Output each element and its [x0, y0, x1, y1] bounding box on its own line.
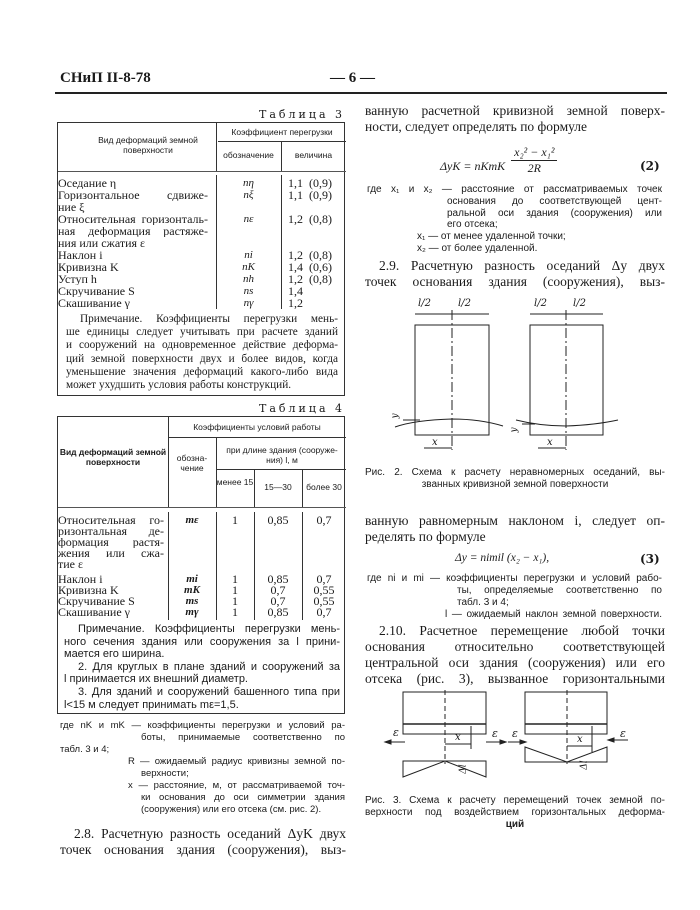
fig3-eps-label-3: ε	[512, 727, 518, 740]
table3-col-symbol: обозначение	[223, 150, 274, 160]
table4-row-value-15-30: 0,85	[267, 513, 289, 527]
table4-label: Таблица 4	[259, 402, 345, 415]
table3-row-name: ние ξ	[58, 201, 85, 213]
fig2-x-label-1: x	[432, 437, 438, 448]
fig3-eps-label-2: ε	[492, 727, 498, 740]
figure-3-caption: Рис. 3. Схема к расчету перемещений точек земной по- верхности под воздействием горизонтальных деформа- ций	[365, 795, 665, 830]
fig2-y-label-2: y	[509, 427, 520, 433]
table4-row-value-gt30: 0,55	[313, 594, 335, 608]
formula-3-number: (3)	[640, 552, 660, 566]
document-code: СНиП II-8-78	[60, 70, 151, 86]
table4-col-lt15: менее 15	[216, 477, 254, 487]
fig2-half-label-2: l/2	[458, 298, 471, 309]
table4-col-symbol: обозна- чение	[176, 453, 208, 473]
table4-row-value-lt15: 1	[232, 605, 238, 619]
formula-3: Δy = nimil (x₂ − x₁),	[455, 552, 550, 564]
fig3-x-label-2: x	[577, 734, 583, 745]
table4-row-symbol: mi	[186, 573, 198, 585]
left-where-block: где nK и mK — коэффициенты перегрузки и условий ра- боты, принимаемые соответственно по табл. 3 и 4; R — ожидаемый радиус кривизны земной по- верхности; x — расстояние, м, от рассматриваемой точ- ки основания до оси симметрии здания (сооружения) или его отсека (см. рис. 2).	[60, 720, 345, 815]
table3-row-value: 1,2 (0,8)	[288, 212, 332, 226]
table4-row-value-lt15: 1	[232, 513, 238, 527]
table3-row-value: 1,2 (0,8)	[288, 248, 332, 262]
fig2-half-label-1: l/2	[418, 298, 431, 309]
table3-row-value: 1,1 (0,9)	[288, 176, 332, 190]
table3-row-name: Скашивание γ	[58, 297, 130, 309]
table4-row-symbol: mγ	[185, 606, 199, 618]
table4	[57, 416, 345, 714]
table3-row-symbol: nγ	[243, 297, 254, 309]
table4-row-name: Скашивание γ	[58, 607, 130, 618]
paragraph-2-9: 2.9. Расчетную разность оседаний Δy двух точек основания здания (сооружения), выз-	[365, 258, 665, 289]
fig3-dl-label-2: Δl	[579, 760, 590, 770]
table3-col-type: Вид деформаций земной поверхности	[98, 135, 198, 155]
table4-row-symbol: ms	[185, 595, 199, 607]
figure-2-caption: Рис. 2. Схема к расчету неравномерных оседаний, вы- званных кривизной земной поверхности	[365, 467, 665, 490]
formula-2-number: (2)	[640, 159, 660, 173]
table4-row-value-gt30: 0,7	[316, 572, 332, 586]
table3	[57, 122, 345, 396]
fig2-half-label-4: l/2	[573, 298, 586, 309]
fig3-eps-label-4: ε	[620, 727, 626, 740]
table4-row-value-15-30: 0,7	[270, 583, 286, 597]
table3-row-value: 1,2	[288, 296, 303, 310]
table4-row-name: ризонтальная де-	[58, 526, 164, 537]
table4-row-value-gt30: 0,7	[316, 513, 332, 527]
table3-row-value: 1,4	[288, 284, 303, 298]
table3-row-value: 1,1 (0,9)	[288, 188, 332, 202]
table4-row-name: жения или сжа-	[58, 548, 164, 559]
fig3-dl-label-1: Δl	[458, 764, 469, 774]
table4-row-value-15-30: 0,7	[270, 594, 286, 608]
fig3-eps-label-1: ε	[393, 726, 399, 739]
table3-row-name: Скручивание S	[58, 285, 135, 297]
paragraph-2-10: 2.10. Расчетное перемещение любой точки основания относительно соответствующей центральной оси здания (сооружения) или его отсека (рис. 3), вызванное горизонтальными	[365, 623, 665, 686]
where-3-block: где ni и mi — коэффициенты перегрузки и условий рабо- ты, определяемые соответственно по табл. 3 и 4; l — ожидаемый наклон земной поверхности.	[367, 573, 662, 620]
table4-col-coef: Коэффициенты условий работы	[193, 422, 321, 432]
table3-row-symbol: nε	[243, 213, 254, 225]
table3-row-value: 1,2 (0,8)	[288, 272, 332, 286]
paragraph-2-8: 2.8. Расчетную разность оседаний ΔyK двух точек основания здания (сооружения), выз-	[60, 826, 346, 857]
table3-col-value: величина	[294, 150, 333, 160]
table3-row-name: Относительная горизонталь-	[58, 213, 208, 225]
table4-col-type: Вид деформаций земной поверхности	[59, 447, 167, 467]
table3-row-name: Оседание η	[58, 177, 117, 189]
table4-row-value-lt15: 1	[232, 583, 238, 597]
table3-label: Таблица 3	[259, 108, 345, 121]
figure-2-diagram	[370, 290, 670, 470]
formula-2: ΔyK = nKmK $\frac{\text{x₂² − x₁²}}{2R}$	[440, 145, 557, 176]
table4-row-name: Кривизна K	[58, 585, 119, 596]
table3-col-coef: Коэффициент перегрузки	[231, 127, 333, 137]
table4-row-name: тие ε	[58, 559, 84, 570]
table3-row-name: ния или сжатия ε	[58, 237, 146, 249]
table4-row-value-gt30: 0,7	[316, 605, 332, 619]
table4-notes: Примечание. Коэффициенты перегрузки мень- ного сечения здания или сооружения за l прини- мается его ширина. 2. Для круглых в плане зданий и сооружений за l принимается их внешний диаметр. 3. Для зданий и сооружений башенного типа при l<15 м следует принимать mε=1,5.	[64, 623, 340, 711]
table4-col-length: при длине здания (сооруже- ния) l, м	[226, 445, 338, 465]
table3-row-name: Кривизна K	[58, 261, 119, 273]
table4-row-symbol: mε	[185, 514, 199, 526]
table4-col-gt30: более 30	[306, 482, 342, 492]
where-2-block: где x₁ и x₂ — расстояние от рассматриваемых точек основания до соответствующей цент- ральной оси здания (сооружения) или его отсека; x₁ — от менее удаленной точки; x₂ — от более удаленной.	[367, 184, 662, 254]
figure-3-diagram	[360, 690, 670, 790]
table3-row-value: 1,4 (0,6)	[288, 260, 332, 274]
table3-row-symbol: nη	[243, 177, 254, 189]
fig2-y-label-1: y	[390, 413, 401, 419]
table3-row-symbol: nξ	[243, 189, 254, 201]
table4-row-value-gt30: 0,55	[313, 583, 335, 597]
table3-row-name: Наклон i	[58, 249, 103, 261]
table4-row-name: Скручивание S	[58, 596, 135, 607]
right-intro: ванную расчетной кривизной земной поверх- ности, следует определять по формуле	[365, 103, 665, 134]
paragraph-after-fig2: ванную равномерным наклоном i, следует оп- ределять по формуле	[365, 513, 665, 544]
table3-row-name: Горизонтальное сдвиже-	[58, 189, 208, 201]
table4-row-value-15-30: 0,85	[267, 605, 289, 619]
page-number: — 6 —	[330, 70, 375, 86]
table3-row-name: Уступ h	[58, 273, 97, 285]
table4-row-name: Относительная го-	[58, 515, 164, 526]
table4-row-name: формация растя-	[58, 537, 164, 548]
fig3-x-label-1: x	[455, 732, 461, 743]
table4-row-value-lt15: 1	[232, 572, 238, 586]
table3-note: Примечание. Коэффициенты перегрузки мень- ше единицы следует учитывать при расчете зданий и сооружений на одновременное действие деформа- ций земной поверхности двух и более видов, когда уменьшение значения деформаций какого-либо вида может ухудшить условия работы конструкций.	[66, 313, 338, 392]
fig2-half-label-3: l/2	[534, 298, 547, 309]
table3-row-symbol: ni	[244, 249, 253, 261]
fig2-x-label-2: x	[547, 437, 553, 448]
table3-row-symbol: nh	[243, 273, 254, 285]
header-rule	[55, 92, 667, 94]
table3-row-name: ная деформация растяже-	[58, 225, 208, 237]
table4-row-name: Наклон i	[58, 574, 103, 585]
table3-row-symbol: ns	[243, 285, 254, 297]
table4-row-value-15-30: 0,85	[267, 572, 289, 586]
table4-row-symbol: mK	[184, 584, 200, 596]
table4-col-15-30: 15—30	[264, 482, 292, 492]
table4-row-value-lt15: 1	[232, 594, 238, 608]
table3-row-symbol: nK	[242, 261, 255, 273]
